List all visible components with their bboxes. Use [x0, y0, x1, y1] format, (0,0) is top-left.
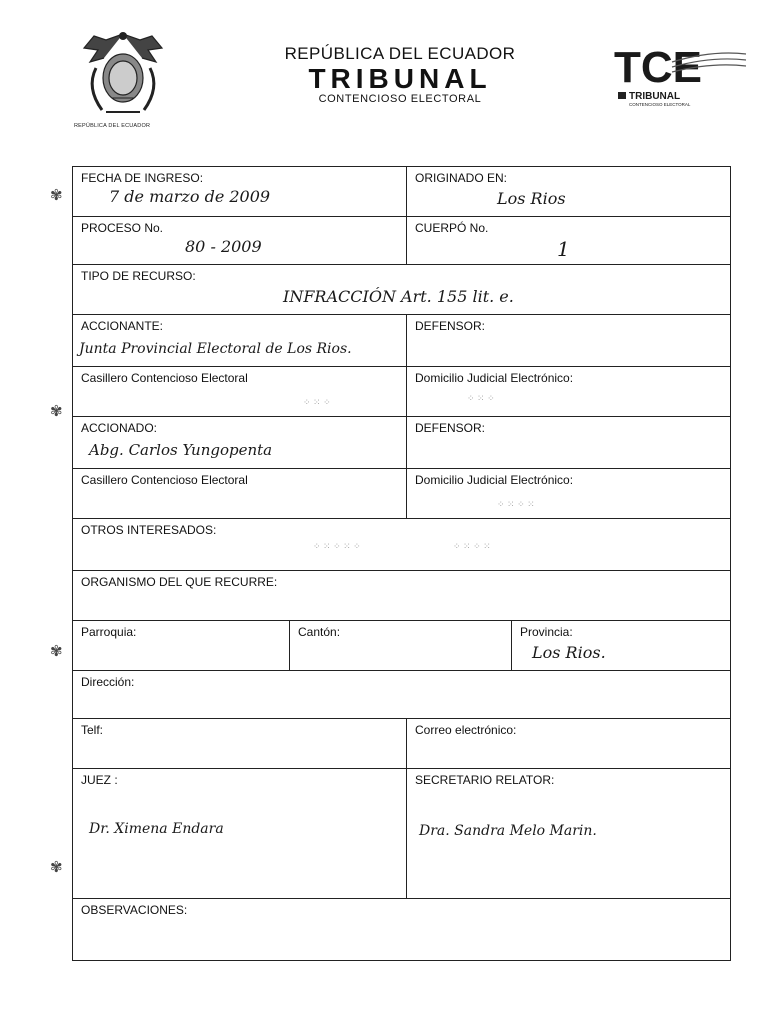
cell-direccion: [73, 671, 730, 718]
defensor-2-label: DEFENSOR:: [415, 421, 486, 435]
row-contacto: [73, 719, 730, 769]
cell-organismo: [73, 571, 730, 620]
originado-label: ORIGINADO EN:: [415, 171, 508, 185]
row-otros: [73, 519, 730, 571]
cell-accionante: [73, 315, 406, 366]
cell-correo: [406, 719, 730, 768]
telf-label: Telf:: [81, 723, 104, 737]
juez-label: JUEZ :: [81, 773, 118, 787]
fecha-label: FECHA DE INGRESO:: [81, 171, 204, 185]
row-tipo: [73, 265, 730, 315]
cuerpo-label: CUERPÓ No.: [415, 221, 489, 235]
scan-speckle: ⁘ ⁙ ⁘: [467, 393, 495, 403]
header-title: [250, 44, 550, 105]
secretario-label: SECRETARIO RELATOR:: [415, 773, 555, 787]
tipo-value: INFRACCIÓN Art. 155 lit. e.: [283, 287, 514, 306]
margin-stamp: ✾: [50, 187, 63, 204]
row-fecha: [73, 167, 730, 217]
cell-originado: [406, 167, 730, 216]
margin-stamp: ✾: [50, 643, 63, 660]
direccion-label: Dirección:: [81, 675, 135, 689]
originado-value: Los Rios: [497, 189, 566, 208]
row-juez: [73, 769, 730, 899]
title-tribunal: TRIBUNAL: [308, 63, 492, 94]
cell-defensor-2: [406, 417, 730, 468]
proceso-value: 80 - 2009: [185, 237, 262, 256]
scan-speckle: ⁘ ⁙ ⁘ ⁙ ⁘: [313, 541, 361, 551]
row-organismo: [73, 571, 730, 621]
provincia-value: Los Rios.: [532, 643, 606, 662]
parroquia-label: Parroquia:: [81, 625, 137, 639]
secretario-value: Dra. Sandra Melo Marin.: [419, 823, 597, 839]
scan-speckle: ⁘ ⁙ ⁘ ⁙: [453, 541, 491, 551]
logo-word: TRIBUNAL: [629, 91, 681, 102]
cell-telf: [73, 719, 406, 768]
row-direccion: [73, 671, 730, 719]
title-contencioso: CONTENCIOSO ELECTORAL: [318, 93, 482, 105]
tce-logo: [612, 40, 748, 110]
otros-label: OTROS INTERESADOS:: [81, 523, 217, 537]
tipo-label: TIPO DE RECURSO:: [81, 269, 196, 283]
title-republica: REPÚBLICA DEL ECUADOR: [284, 44, 516, 63]
cell-parroquia: [73, 621, 289, 670]
cell-otros: [73, 519, 730, 570]
cell-domicilio-2: [406, 469, 730, 518]
cell-proceso: [73, 217, 406, 264]
logo-sub: CONTENCIOSO ELECTORAL: [629, 102, 691, 107]
logo-letters: TCE: [614, 43, 702, 92]
accionado-label: ACCIONADO:: [81, 421, 158, 435]
row-accionante: [73, 315, 730, 367]
cell-defensor-1: [406, 315, 730, 366]
cell-accionado: [73, 417, 406, 468]
row-accionado: [73, 417, 730, 469]
casillero-1-label: Casillero Contencioso Electoral: [81, 371, 248, 385]
defensor-1-label: DEFENSOR:: [415, 319, 486, 333]
proceso-label: PROCESO No.: [81, 221, 164, 235]
accionante-label: ACCIONANTE:: [81, 319, 164, 333]
scan-speckle: ⁘ ⁙ ⁘: [303, 397, 331, 407]
organismo-label: ORGANISMO DEL QUE RECURRE:: [81, 575, 278, 589]
provincia-label: Provincia:: [520, 625, 573, 639]
fecha-value: 7 de marzo de 2009: [109, 187, 271, 206]
ecuador-coat-of-arms: [76, 28, 170, 120]
intake-form: [72, 166, 731, 961]
seal-caption: REPÚBLICA DEL ECUADOR: [74, 123, 151, 129]
cell-juez: [73, 769, 406, 898]
accionado-value: Abg. Carlos Yungopenta: [89, 441, 273, 459]
casillero-2-label: Casillero Contencioso Electoral: [81, 473, 248, 487]
row-casillero-2: [73, 469, 730, 519]
margin-stamp: ✾: [50, 859, 63, 876]
row-observaciones: [73, 899, 730, 959]
scan-speckle: ⁘ ⁙ ⁘ ⁙: [497, 499, 535, 509]
row-ubicacion: [73, 621, 730, 671]
cell-provincia: [511, 621, 730, 670]
accionante-value: Junta Provincial Electoral de Los Rios.: [79, 341, 352, 357]
cell-cuerpo: [406, 217, 730, 264]
cuerpo-value: 1: [557, 237, 570, 261]
cell-secretario: [406, 769, 730, 898]
row-proceso: [73, 217, 730, 265]
cell-casillero-1: [73, 367, 406, 416]
cell-observaciones: [73, 899, 730, 959]
cell-canton: [289, 621, 511, 670]
cell-tipo: [73, 265, 730, 314]
canton-label: Cantón:: [298, 625, 341, 639]
margin-stamp: ✾: [50, 403, 63, 420]
juez-value: Dr. Ximena Endara: [89, 821, 224, 837]
domicilio-1-label: Domicilio Judicial Electrónico:: [415, 371, 574, 385]
observaciones-label: OBSERVACIONES:: [81, 903, 188, 917]
correo-label: Correo electrónico:: [415, 723, 517, 737]
domicilio-2-label: Domicilio Judicial Electrónico:: [415, 473, 574, 487]
row-casillero-1: [73, 367, 730, 417]
cell-fecha: [73, 167, 406, 216]
cell-casillero-2: [73, 469, 406, 518]
cell-domicilio-1: [406, 367, 730, 416]
